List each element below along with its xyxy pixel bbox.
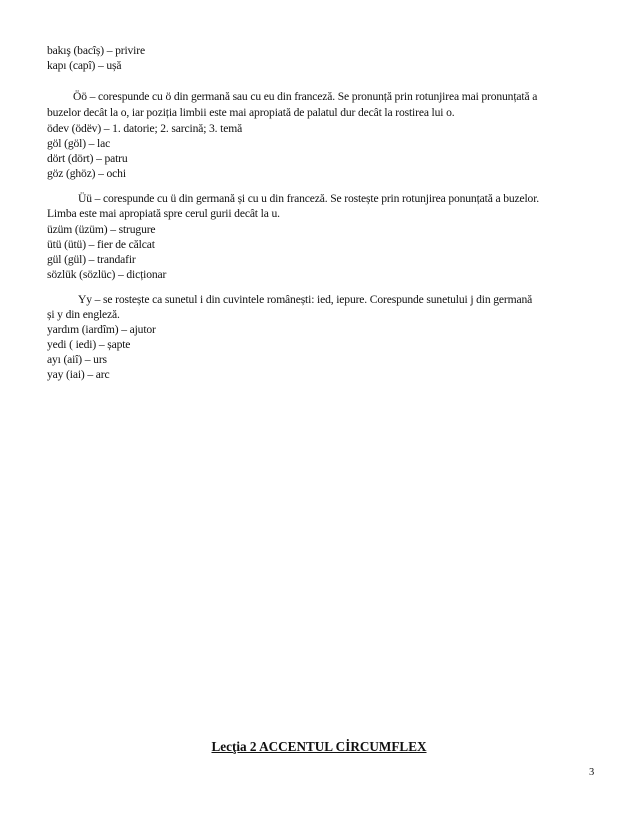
vocab-line: sözlük (sözlüc) – dicționar	[47, 268, 167, 281]
vocab-line: göz (ghöz) – ochi	[47, 167, 126, 180]
vocab-line: göl (göl) – lac	[47, 137, 111, 150]
vocab-line: bakış (bacîș) – privire	[47, 44, 145, 57]
paragraph-line: Limba este mai apropiată spre cerul gurii decât la u.	[47, 207, 280, 220]
vocab-line: dört (dört) – patru	[47, 152, 128, 165]
paragraph-line: Yy – se rostește ca sunetul i din cuvintele românești: ied, iepure. Corespunde sunetului j din germană	[78, 293, 533, 306]
vocab-line: yedi ( iedi) – șapte	[47, 338, 131, 351]
vocab-line: yay (iai) – arc	[47, 368, 110, 381]
vocab-line: üzüm (üzüm) – strugure	[47, 223, 156, 236]
vocab-line: kapı (capî) – ușă	[47, 59, 122, 72]
lesson-heading: Lecţia 2 ACCENTUL CİRCUMFLEX	[211, 739, 427, 754]
vocab-line: yardım (iardîm) – ajutor	[47, 323, 156, 336]
paragraph-line: Üü – corespunde cu ü din germană și cu u din franceză. Se rostește prin rotunjirea ponunțată a buzelor.	[78, 192, 540, 205]
vocab-line: ödev (ödëv) – 1. datorie; 2. sarcină; 3. temă	[47, 122, 243, 135]
vocab-line: ütü (ütü) – fier de călcat	[47, 238, 155, 251]
page-number: 3	[589, 767, 595, 778]
paragraph-line: Öö – corespunde cu ö din germană sau cu eu din franceză. Se pronunță prin rotunjirea mai pronunțată a	[73, 90, 538, 103]
vocab-line: gül (gül) – trandafir	[47, 253, 136, 266]
paragraph-line: buzelor decât la o, iar poziția limbii este mai apropiată de palatul dur decât la rostirea lui o.	[47, 106, 455, 119]
vocab-line: ayı (aiî) – urs	[47, 353, 107, 366]
paragraph-line: și y din engleză.	[47, 308, 120, 321]
